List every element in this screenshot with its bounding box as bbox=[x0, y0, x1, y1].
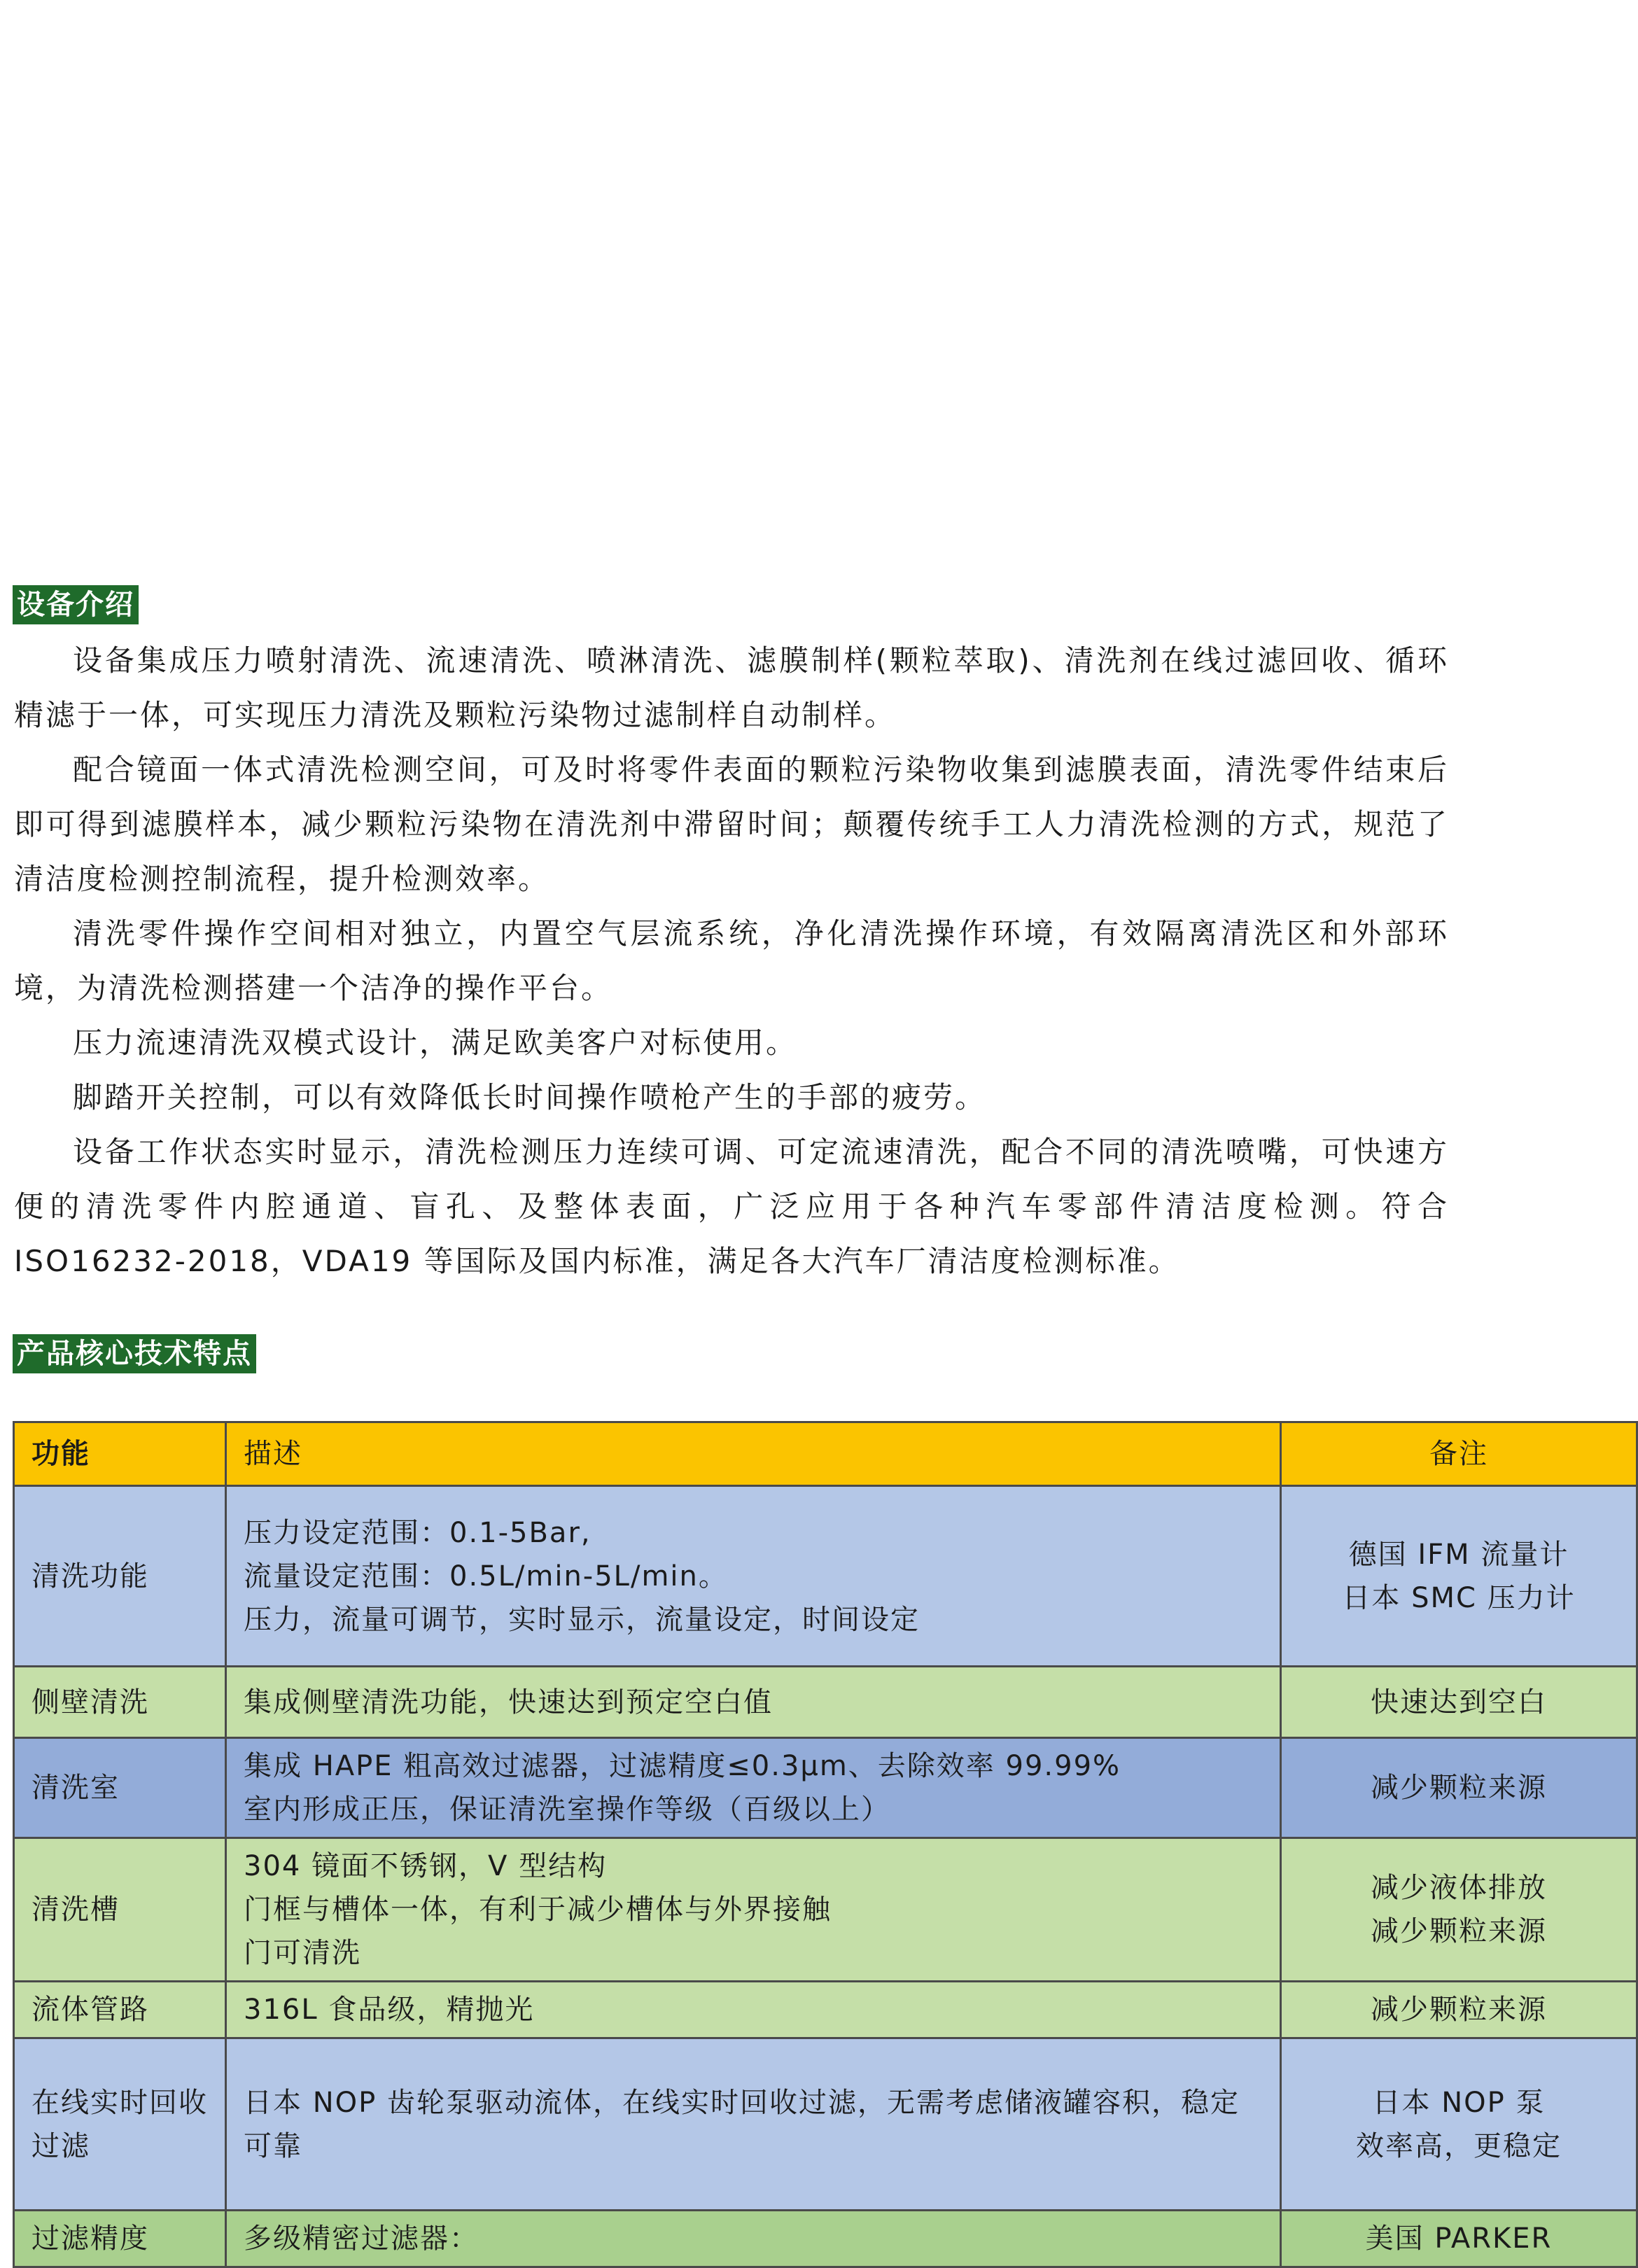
intro-paragraph: 清洗零件操作空间相对独立，内置空气层流系统，净化清洗操作环境，有效隔离清洗区和外部环境，为清洗检测搭建一个洁净的操作平台。 bbox=[14, 916, 1449, 1005]
cell-remark bbox=[1281, 1486, 1637, 1667]
cell-remark bbox=[1281, 1738, 1637, 1838]
section-title-equipment-intro: 设备介绍 bbox=[13, 585, 139, 624]
cell-remark bbox=[1281, 1982, 1637, 2038]
description-line: 304 镜面不锈钢，V 型结构 bbox=[244, 1850, 608, 1882]
cell-function: 过滤精度 bbox=[14, 2211, 226, 2267]
description-line: 压力，流量可调节，实时显示，流量设定，时间设定 bbox=[244, 1603, 920, 1636]
table-row bbox=[14, 1667, 1637, 1738]
remark-line: 减少颗粒来源 bbox=[1371, 1772, 1547, 1804]
remark-line: 日本 NOP 泵 bbox=[1372, 2086, 1546, 2119]
cell-function: 清洗室 bbox=[14, 1738, 226, 1838]
cell-function: 在线实时回收过滤 bbox=[14, 2038, 226, 2211]
cell-function: 清洗槽 bbox=[14, 1838, 226, 1982]
cell-function: 清洗功能 bbox=[14, 1486, 226, 1667]
table-header-row bbox=[14, 1422, 1637, 1486]
cell-description bbox=[226, 1486, 1281, 1667]
cell-remark bbox=[1281, 2038, 1637, 2211]
remark-line: 减少液体排放 bbox=[1371, 1872, 1547, 1904]
intro-paragraph: 压力流速清洗双模式设计，满足欧美客户对标使用。 bbox=[73, 1026, 798, 1060]
header-description: 描述 bbox=[226, 1422, 1281, 1486]
description-line: 室内形成正压，保证清洗室操作等级（百级以上） bbox=[244, 1793, 890, 1826]
description-line: 门可清洗 bbox=[244, 1937, 361, 1969]
cell-remark bbox=[1281, 2211, 1637, 2267]
description-line: 压力设定范围：0.1-5Bar, bbox=[244, 1516, 592, 1549]
table-row bbox=[14, 2211, 1637, 2267]
cell-description bbox=[226, 1982, 1281, 2038]
cell-remark bbox=[1281, 1838, 1637, 1982]
header-function: 功能 bbox=[14, 1422, 226, 1486]
cell-description bbox=[226, 2038, 1281, 2211]
remark-line: 减少颗粒来源 bbox=[1371, 1994, 1547, 2026]
intro-paragraph: 脚踏开关控制，可以有效降低长时间操作喷枪产生的手部的疲劳。 bbox=[73, 1080, 987, 1114]
cell-description bbox=[226, 2211, 1281, 2267]
remark-line: 德国 IFM 流量计 bbox=[1348, 1538, 1569, 1571]
remark-line: 减少颗粒来源 bbox=[1371, 1915, 1547, 1947]
description-line: 多级精密过滤器： bbox=[244, 2222, 479, 2255]
table-row bbox=[14, 1738, 1637, 1838]
description-line: 日本 NOP 齿轮泵驱动流体，在线实时回收过滤，无需考虑储液罐容积，稳定可靠 bbox=[244, 2086, 1240, 2162]
intro-text bbox=[14, 634, 1449, 1289]
remark-line: 快速达到空白 bbox=[1371, 1686, 1547, 1718]
table-row bbox=[14, 2038, 1637, 2211]
description-line: 集成 HAPE 粗高效过滤器，过滤精度≤0.3μm、去除效率 99.99% bbox=[244, 1750, 1121, 1782]
remark-line: 效率高，更稳定 bbox=[1356, 2129, 1562, 2162]
description-line: 集成侧壁清洗功能，快速达到预定空白值 bbox=[244, 1686, 773, 1718]
table-row bbox=[14, 1486, 1637, 1667]
cell-function: 侧壁清洗 bbox=[14, 1667, 226, 1738]
table-row bbox=[14, 1838, 1637, 1982]
intro-paragraph: 设备集成压力喷射清洗、流速清洗、喷淋清洗、滤膜制样(颗粒萃取)、清洗剂在线过滤回收、循环精滤于一体，可实现压力清洗及颗粒污染物过滤制样自动制样。 bbox=[14, 643, 1449, 732]
section-title-core-features: 产品核心技术特点 bbox=[13, 1334, 256, 1373]
remark-line: 日本 SMC 压力计 bbox=[1342, 1581, 1576, 1614]
remark-line: 美国 PARKER bbox=[1365, 2222, 1553, 2255]
cell-description bbox=[226, 1738, 1281, 1838]
header-remark: 备注 bbox=[1281, 1422, 1637, 1486]
cell-description bbox=[226, 1667, 1281, 1738]
intro-paragraph: 配合镜面一体式清洗检测空间，可及时将零件表面的颗粒污染物收集到滤膜表面，清洗零件结束后即可得到滤膜样本，减少颗粒污染物在清洗剂中滞留时间；颠覆传统手工人力清洗检测的方式，规范了清洁度检测控制流程，提升检测效率。 bbox=[14, 752, 1449, 896]
cell-description bbox=[226, 1838, 1281, 1982]
description-line: 316L 食品级，精抛光 bbox=[244, 1994, 535, 2026]
table-row bbox=[14, 1982, 1637, 2038]
cell-remark bbox=[1281, 1667, 1637, 1738]
description-line: 门框与槽体一体，有利于减少槽体与外界接触 bbox=[244, 1893, 832, 1926]
description-line: 流量设定范围：0.5L/min-5L/min。 bbox=[244, 1560, 728, 1592]
features-table bbox=[13, 1421, 1638, 2268]
cell-function: 流体管路 bbox=[14, 1982, 226, 2038]
intro-paragraph: 设备工作状态实时显示，清洗检测压力连续可调、可定流速清洗，配合不同的清洗喷嘴，可快速方便的清洗零件内腔通道、盲孔、及整体表面，广泛应用于各种汽车零部件清洁度检测。符合 ISO16232-2018，VDA19 等国际及国内标准，满足各大汽车厂清洁度检测标准。 bbox=[14, 1135, 1449, 1278]
